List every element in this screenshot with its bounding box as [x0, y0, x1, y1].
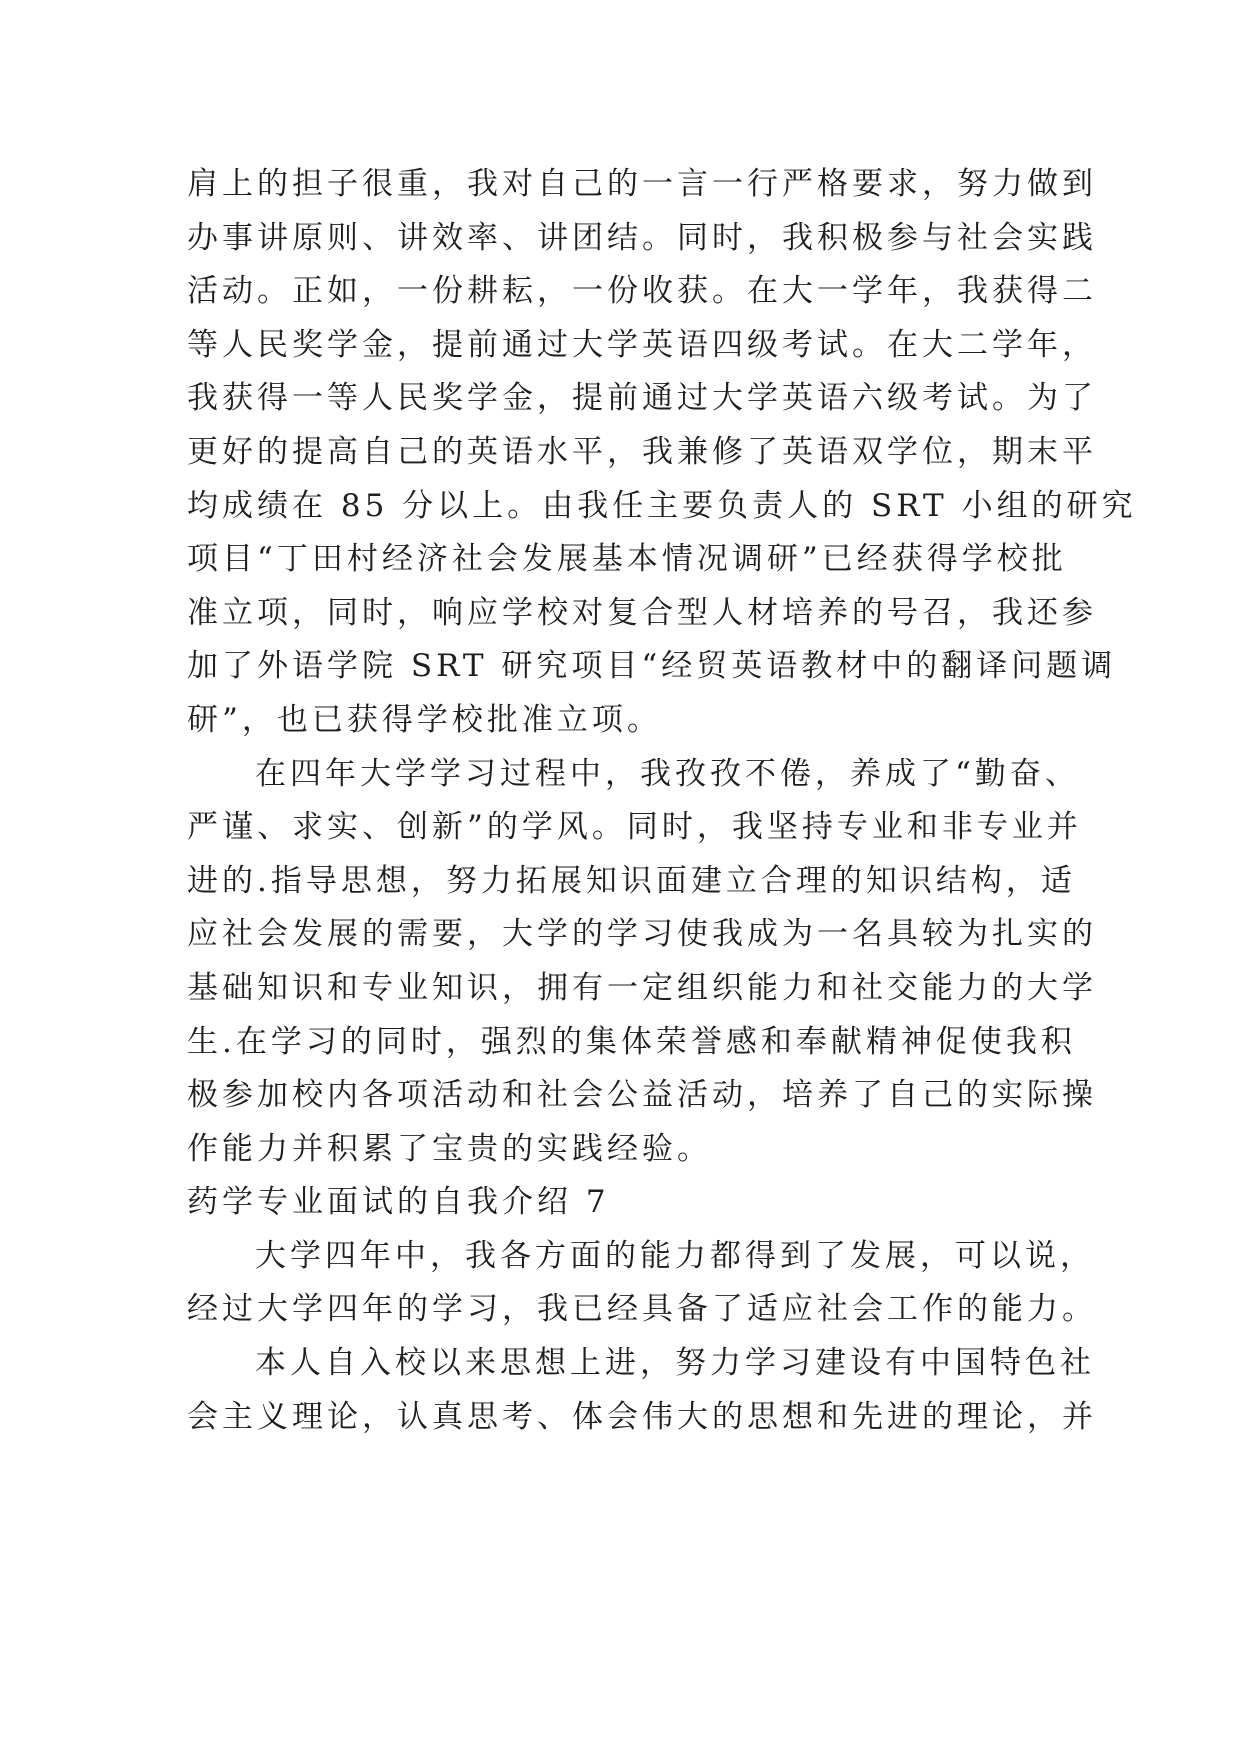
- paragraph-3: [187, 1230, 1097, 1337]
- text-line: 经过大学四年的学习，我已经具备了适应社会工作的能力。: [187, 1291, 1097, 1328]
- text-line: 大学四年中，我各方面的能力都得到了发展，可以说，: [255, 1237, 1095, 1274]
- paragraph-1: [187, 158, 1137, 748]
- text-line: 应社会发展的需要，大学的学习使我成为一名具较为扎实的: [187, 916, 1097, 953]
- text-line: 办事讲原则、讲效率、讲团结。同时，我积极参与社会实践: [187, 219, 1097, 256]
- text-line: 研”，也已获得学校批准立项。: [187, 701, 662, 738]
- paragraph-4: [187, 1337, 1097, 1444]
- document-body: [187, 158, 1137, 1444]
- text-line: 作能力并积累了宝贵的实践经验。: [187, 1130, 712, 1167]
- text-line: 活动。正如，一份耕耘，一份收获。在大一学年，我获得二: [187, 273, 1097, 310]
- text-line: 我获得一等人民奖学金，提前通过大学英语六级考试。为了: [187, 380, 1097, 417]
- text-line: 生.在学习的同时，强烈的集体荣誉感和奉献精神促使我积: [187, 1023, 1076, 1060]
- text-line: 项目“丁田村经济社会发展基本情况调研”已经获得学校批: [187, 541, 1067, 578]
- text-line: 等人民奖学金，提前通过大学英语四级考试。在大二学年，: [187, 326, 1097, 363]
- text-line: 基础知识和专业知识，拥有一定组织能力和社交能力的大学: [187, 969, 1097, 1006]
- section-heading: 药学专业面试的自我介绍 7: [187, 1184, 610, 1221]
- text-line: 加了外语学院 SRT 研究项目“经贸英语教材中的翻译问题调: [187, 648, 1117, 685]
- text-line: 严谨、求实、创新”的学风。同时，我坚持专业和非专业并: [187, 809, 1082, 846]
- text-line: 本人自入校以来思想上进，努力学习建设有中国特色社: [255, 1345, 1095, 1382]
- text-line: 极参加校内各项活动和社会公益活动，培养了自己的实际操: [187, 1077, 1097, 1114]
- text-line: 会主义理论，认真思考、体会伟大的思想和先进的理论，并: [187, 1398, 1097, 1435]
- text-line: 更好的提高自己的英语水平，我兼修了英语双学位，期末平: [187, 433, 1097, 470]
- text-line: 进的.指导思想，努力拓展知识面建立合理的知识结构，适: [187, 862, 1076, 899]
- text-line: 肩上的担子很重，我对自己的一言一行严格要求，努力做到: [187, 166, 1097, 202]
- text-line: 均成绩在 85 分以上。由我任主要负责人的 SRT 小组的研究: [187, 487, 1137, 524]
- text-line: 在四年大学学习过程中，我孜孜不倦，养成了“勤奋、: [255, 755, 1080, 792]
- paragraph-2: [187, 748, 1097, 1177]
- text-line: 准立项，同时，响应学校对复合型人材培养的号召，我还参: [187, 594, 1097, 631]
